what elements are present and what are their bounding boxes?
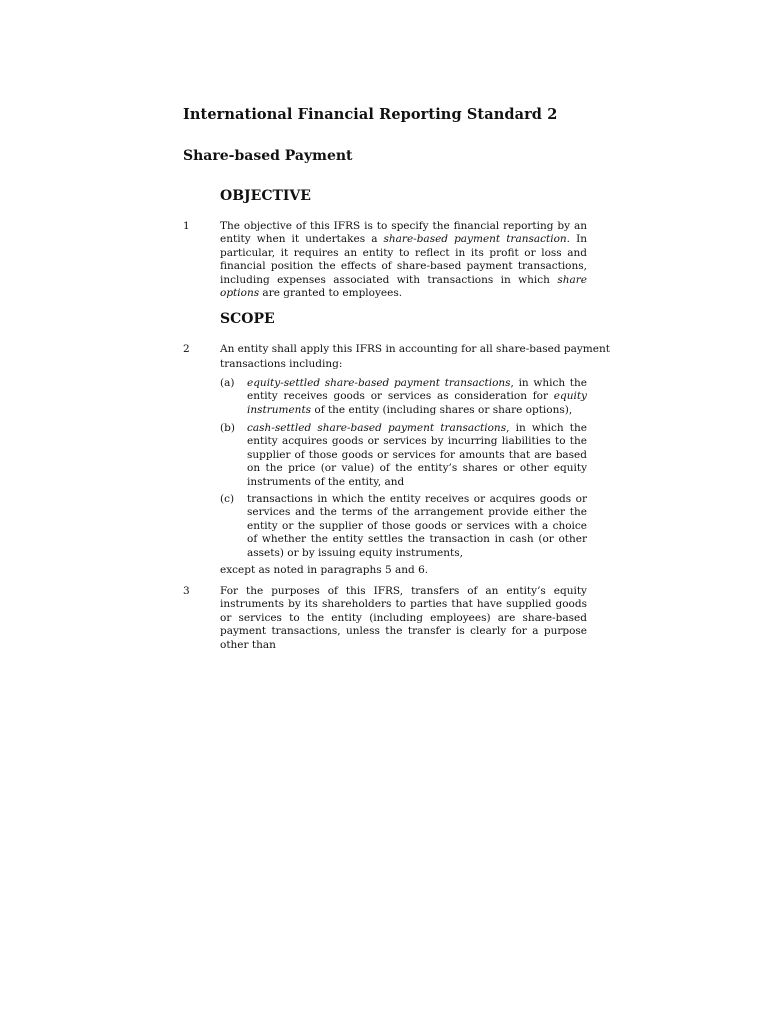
paragraph-2-closing: except as noted in paragraphs 5 and 6. bbox=[220, 564, 429, 576]
paragraph-1-text bbox=[220, 220, 587, 300]
list-item-b-text bbox=[247, 422, 587, 489]
paragraph-2-line-1: An entity shall apply this IFRS in accounting for all share-based payment bbox=[220, 343, 610, 355]
paragraph-number-1: 1 bbox=[183, 220, 190, 232]
document-subtitle: Share-based Payment bbox=[183, 148, 353, 164]
defined-term-cash-settled: cash-settled share-based payment transactions bbox=[247, 422, 507, 434]
list-item-a-text-part: of the entity (including shares or share options), bbox=[311, 403, 573, 416]
section-heading-objective: OBJECTIVE bbox=[220, 188, 311, 204]
document-title: International Financial Reporting Standard 2 bbox=[183, 106, 558, 123]
list-item-label-c: (c) bbox=[220, 493, 235, 505]
paragraph-1-text-part: The objective of this IFRS is to specify the financial reporting by an entity when it undertakes a bbox=[220, 220, 587, 246]
paragraph-1-text-part: are granted to employees. bbox=[259, 287, 403, 300]
defined-term-equity-settled: equity-settled share-based payment transactions bbox=[247, 377, 511, 389]
defined-term-share-options: share options bbox=[220, 273, 587, 300]
paragraph-1-text-part: . In particular, it requires an entity to reflect in its profit or loss and financial position the effects of share-based payment transactions, including expenses associated with transactions in which bbox=[220, 233, 587, 286]
list-item-c-text: transactions in which the entity receives or acquires goods or services and the terms of the arrangement provide either the entity or the supplier of those goods or services with a choice of whether the entity settles the transaction in cash (or other assets) or by issuing equity instruments, bbox=[247, 493, 587, 559]
paragraph-number-2: 2 bbox=[183, 343, 190, 355]
paragraph-2-line-2: transactions including: bbox=[220, 358, 343, 370]
list-item-a-text bbox=[247, 377, 587, 417]
list-item-label-a: (a) bbox=[220, 377, 235, 389]
defined-term-equity-instruments: equity instruments bbox=[247, 390, 587, 416]
defined-term-share-based-payment-transaction: share-based payment transaction bbox=[383, 233, 567, 246]
paragraph-number-3: 3 bbox=[183, 585, 190, 597]
paragraph-3-text: For the purposes of this IFRS, transfers of an entity’s equity instruments by its shareholders to parties that have supplied goods or services to the entity (including employees) are share-based payment transactions, unless the transfer is clearly for a purpose other than bbox=[220, 585, 587, 651]
list-item-label-b: (b) bbox=[220, 422, 235, 434]
list-item-b-text-part: , in which the entity acquires goods or services by incurring liabilities to the supplier of those goods or services for amounts that are based on the price (or value) of the entity’s shares or other equity instruments of the entity, and bbox=[247, 422, 588, 488]
list-item-a-text-part: , in which the entity receives goods or services as consideration for bbox=[247, 377, 587, 403]
section-heading-scope: SCOPE bbox=[220, 311, 275, 327]
